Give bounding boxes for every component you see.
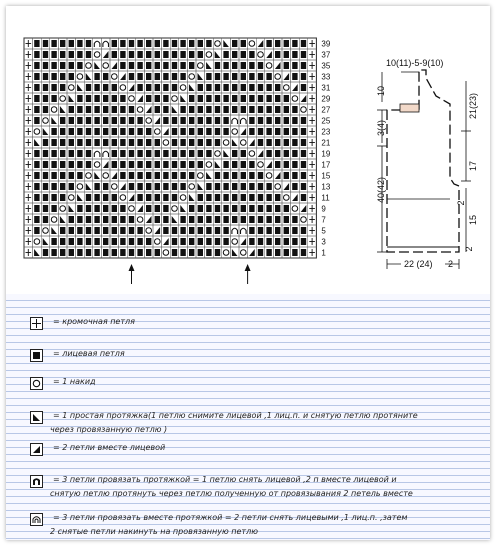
row-number: 1 — [321, 248, 326, 258]
row-number: 17 — [321, 160, 331, 170]
dim-bottom-width: 22 (24) — [404, 259, 433, 269]
diagram-area — [6, 6, 490, 294]
legend-item-k2tog: = 2 петли вместе лицевой — [30, 442, 165, 456]
row-number: 25 — [321, 116, 331, 126]
legend-item-skp: = 1 простая протяжка(1 петлю снимите лицевой ,1 лиц.п. и снятую петлю протяните — [30, 410, 418, 424]
legend-panel: = кромочная петля = лицевая петля = 1 накид = 1 простая протяжка(1 петлю снимите лицевой ,1 лиц.п. и снятую петлю протяните через провязанную петлю ) = 2 петли вместе лицевой = 3 петли провязать протяжкой = 1 петлю снять лицевой ,2 п вместе лицевой и снятую петлю протянуть через петлю полученную от провязывания 2 петель вместе = 3 петли провязать вместе протяжкой = 2 петли снять лицевыми ,1 лиц.п. ,затем 2 снятые петли накинуть на провязанную петлю — [6, 294, 490, 540]
row-number: 7 — [321, 215, 326, 225]
row-number: 21 — [321, 138, 331, 148]
legend-item-knit: = лицевая петля — [30, 348, 125, 362]
legend-item-sk2p: = 3 петли провязать протяжкой = 1 петлю снять лицевой ,2 п вместе лицевой и — [30, 474, 397, 488]
row-number: 23 — [321, 127, 331, 137]
edge-stitch-icon — [30, 317, 43, 330]
k2tog-icon — [30, 443, 43, 456]
row-number: 5 — [321, 226, 326, 236]
dim-right-lower: 15 — [468, 214, 478, 226]
yarn-over-icon — [30, 377, 43, 390]
row-number: 9 — [321, 204, 326, 214]
legend-item-yo: = 1 накид — [30, 376, 96, 390]
row-number: 13 — [321, 182, 331, 192]
row-number: 35 — [321, 61, 331, 71]
row-number: 3 — [321, 237, 326, 247]
armhole-shade — [400, 104, 419, 112]
row-number: 11 — [321, 193, 330, 203]
garment-schema — [6, 6, 490, 294]
dim-armhole-side: 3(4) — [376, 119, 386, 137]
row-number: 29 — [321, 94, 331, 104]
knit-stitch-icon — [30, 349, 43, 362]
dim-right-small: 2 — [456, 200, 466, 206]
dim-top-width: 10(11)-5-9(10) — [386, 58, 444, 68]
row-number: 39 — [321, 39, 331, 49]
dim-body-height: 40(42) — [376, 176, 386, 204]
dim-hem: 2 — [464, 246, 474, 252]
row-number: 15 — [321, 171, 331, 181]
pattern-sheet — [6, 6, 490, 540]
simple-skp-icon — [30, 411, 43, 424]
row-number: 33 — [321, 72, 331, 82]
schema-outline — [387, 70, 459, 252]
s2kp-icon — [30, 513, 43, 526]
legend-item-edge: = кромочная петля — [30, 316, 135, 330]
row-number: 37 — [321, 50, 331, 60]
legend-item-s2kp: = 3 петли провязать вместе протяжкой = 2 петли снять лицевыми ,1 лиц.п. ,затем — [30, 512, 407, 526]
row-number: 19 — [321, 149, 331, 159]
dim-right-upper: 21(23) — [468, 92, 478, 120]
dim-bottom-side: 2 — [448, 259, 454, 269]
dim-right-mid: 17 — [468, 160, 478, 172]
row-number: 31 — [321, 83, 331, 93]
dim-armhole-top: 10 — [376, 85, 386, 97]
sk2p-icon — [30, 475, 43, 488]
row-number: 27 — [321, 105, 331, 115]
